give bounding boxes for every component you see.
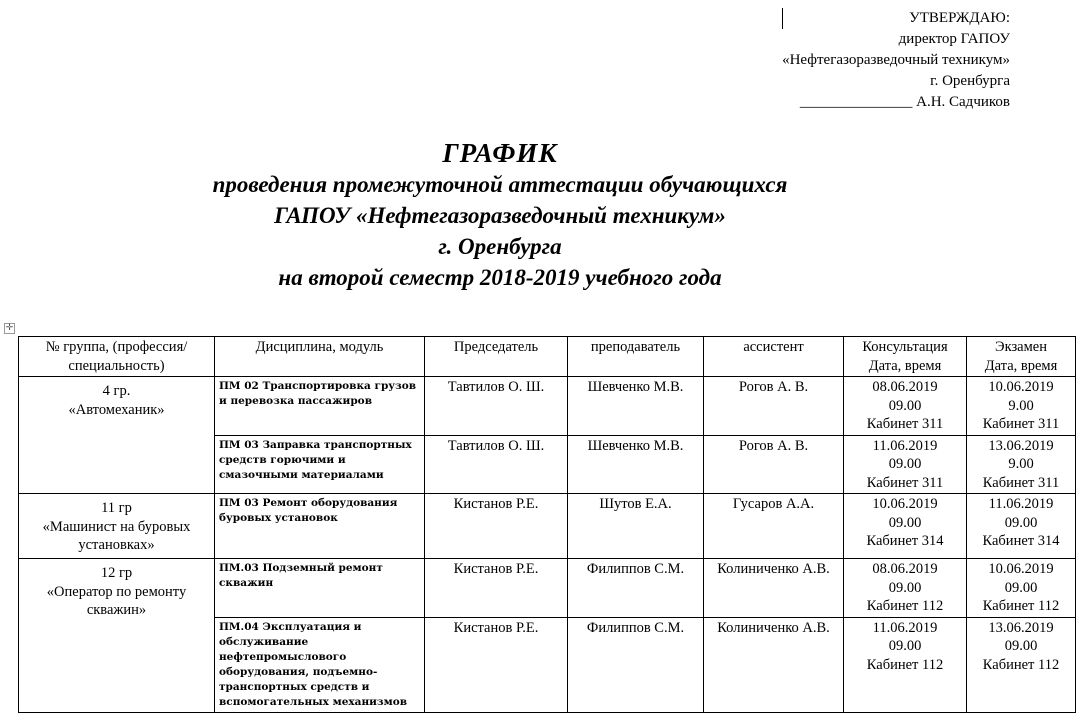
consultation-cell <box>844 617 967 712</box>
table-move-handle-icon[interactable]: ✛ <box>5 323 14 333</box>
header-assistant: ассистент <box>704 337 844 377</box>
exam-date: 13.06.2019 <box>988 437 1054 454</box>
title-line: ГАПОУ «Нефтегазоразведочный техникум» <box>274 203 726 228</box>
exam-room: Кабинет 112 <box>982 598 1060 614</box>
group-cell <box>19 494 215 559</box>
title-line: ГРАФИК <box>442 138 558 168</box>
exam-date: 10.06.2019 <box>988 561 1054 577</box>
consultation-cell <box>844 559 967 618</box>
consultation-room: Кабинет 112 <box>866 656 944 673</box>
table-row <box>19 559 1076 618</box>
exam-room: Кабинет 311 <box>982 416 1060 432</box>
assistant-cell: Колиниченко А.В. <box>704 559 844 618</box>
chair-cell: Кистанов Р.Е. <box>425 617 568 712</box>
header-discipline: Дисциплина, модуль <box>215 337 425 377</box>
teacher-cell: Филиппов С.М. <box>568 559 704 618</box>
discipline-cell: ПМ.04 Эксплуатация и обслуживание нефтепромыслового оборудования, подъемно-транспортных средств и вспомогательных механизмов <box>215 617 425 712</box>
exam-time: 9.00 <box>1008 456 1034 472</box>
table-row <box>19 377 1076 436</box>
header-exam-label: Экзамен <box>995 339 1047 355</box>
exam-cell <box>967 494 1076 559</box>
header-exam <box>967 337 1076 377</box>
exam-cell <box>967 559 1076 618</box>
consultation-room: Кабинет 314 <box>866 533 944 549</box>
exam-cell <box>967 435 1076 494</box>
title-line: на второй семестр 2018-2019 учебного года <box>278 265 722 290</box>
consultation-time: 09.00 <box>888 397 922 414</box>
discipline-cell: ПМ 03 Заправка транспортных средств горючими и смазочными материалами <box>215 435 425 494</box>
chair-cell: Тавтилов О. Ш. <box>425 377 568 436</box>
table-row <box>19 494 1076 559</box>
teacher-cell: Шевченко М.В. <box>568 435 704 494</box>
header-group: № группа, (профессия/ специальность) <box>19 337 215 377</box>
assistant-cell: Колиниченко А.В. <box>704 617 844 712</box>
group-number: 4 гр. <box>102 383 131 399</box>
assistant-cell: Рогов А. В. <box>704 435 844 494</box>
group-cell <box>19 377 215 494</box>
teacher-cell: Шутов Е.А. <box>568 494 704 559</box>
assistant-cell: Рогов А. В. <box>704 377 844 436</box>
consultation-cell <box>844 494 967 559</box>
exam-date: 11.06.2019 <box>988 496 1054 512</box>
approval-line: г. Оренбурга <box>930 73 1010 89</box>
exam-date: 10.06.2019 <box>988 379 1054 395</box>
group-name: «Автомеханик» <box>68 401 165 418</box>
document-title <box>0 138 1000 293</box>
schedule-table <box>18 336 1076 713</box>
title-line: г. Оренбурга <box>438 234 562 259</box>
chair-cell: Кистанов Р.Е. <box>425 559 568 618</box>
consultation-time: 09.00 <box>888 456 922 472</box>
exam-room: Кабинет 311 <box>982 474 1060 491</box>
consultation-date: 10.06.2019 <box>872 496 938 512</box>
consultation-cell <box>844 435 967 494</box>
header-exam-sub: Дата, время <box>984 357 1058 374</box>
teacher-cell: Шевченко М.В. <box>568 377 704 436</box>
header-consultation-label: Консультация <box>862 339 948 355</box>
consultation-room: Кабинет 311 <box>866 474 944 491</box>
chair-cell: Тавтилов О. Ш. <box>425 435 568 494</box>
assistant-cell: Гусаров А.А. <box>704 494 844 559</box>
consultation-date: 11.06.2019 <box>872 437 938 454</box>
group-name: «Машинист на буровых установках» <box>42 518 191 553</box>
title-line: проведения промежуточной аттестации обучающихся <box>212 172 788 197</box>
header-consultation <box>844 337 967 377</box>
consultation-time: 09.00 <box>888 514 922 531</box>
approval-line: директор ГАПОУ <box>898 31 1010 47</box>
discipline-cell: ПМ 03 Ремонт оборудования буровых установок <box>215 494 425 559</box>
approval-block <box>782 8 1010 113</box>
table-header-row <box>19 337 1076 377</box>
discipline-cell: ПМ.03 Подземный ремонт скважин <box>215 559 425 618</box>
consultation-date: 11.06.2019 <box>872 619 938 636</box>
header-consultation-sub: Дата, время <box>868 357 942 374</box>
approval-line: УТВЕРЖДАЮ: <box>782 8 1010 29</box>
consultation-cell <box>844 377 967 436</box>
exam-cell <box>967 377 1076 436</box>
chair-cell: Кистанов Р.Е. <box>425 494 568 559</box>
group-name: «Оператор по ремонту скважин» <box>46 583 187 618</box>
exam-date: 13.06.2019 <box>988 619 1054 636</box>
exam-time: 09.00 <box>1004 514 1038 531</box>
exam-time: 09.00 <box>1004 638 1038 654</box>
header-chair: Председатель <box>425 337 568 377</box>
teacher-cell: Филиппов С.М. <box>568 617 704 712</box>
exam-cell <box>967 617 1076 712</box>
discipline-cell: ПМ 02 Транспортировка грузов и перевозка пассажиров <box>215 377 425 436</box>
exam-room: Кабинет 314 <box>982 533 1060 549</box>
consultation-room: Кабинет 311 <box>866 416 944 432</box>
approval-line: «Нефтегазоразведочный техникум» <box>782 52 1010 68</box>
group-number: 11 гр <box>101 500 132 516</box>
group-number: 12 гр <box>100 565 133 581</box>
exam-time: 9.00 <box>1008 397 1034 414</box>
consultation-time: 09.00 <box>888 579 922 596</box>
consultation-date: 08.06.2019 <box>872 561 938 577</box>
approval-signature-line: _______________ А.Н. Садчиков <box>799 94 1010 110</box>
header-teacher: преподаватель <box>568 337 704 377</box>
exam-room: Кабинет 112 <box>982 656 1060 673</box>
consultation-time: 09.00 <box>888 638 922 654</box>
consultation-room: Кабинет 112 <box>866 598 944 614</box>
exam-time: 09.00 <box>1004 579 1038 596</box>
group-cell <box>19 559 215 713</box>
consultation-date: 08.06.2019 <box>872 379 938 395</box>
